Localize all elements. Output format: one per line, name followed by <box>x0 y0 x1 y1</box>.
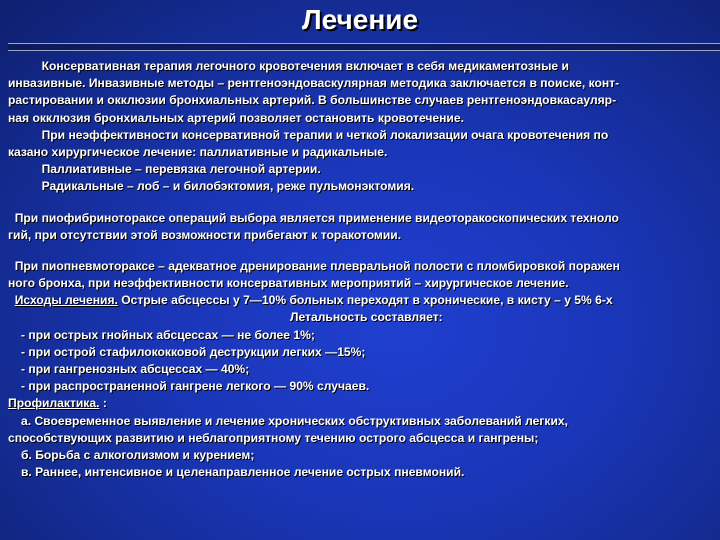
prevention-item: б. Борьба с алкоголизмом и курением; <box>21 447 255 462</box>
mortality-item: - при гангренозных абсцессах — 40%; <box>21 362 250 376</box>
prevention-suffix: : <box>99 396 107 411</box>
text-line: При пиопневмотораксе – адекватное дренирование плевральной полости с пломбировкой поражен <box>8 258 620 273</box>
mortality-item: - при распространенной гангрене легкого — 90% случаев. <box>21 379 370 394</box>
text-line: При пиофибриноторакcе операций выбора является применение видеоторакоскопических техноло <box>8 210 619 225</box>
text-line: ная окклюзия бронхиальных артерий позволяет остановить кровотечение. <box>8 110 464 125</box>
mortality-heading: Летальность составляет: <box>290 310 443 325</box>
paragraph-gap <box>8 196 720 210</box>
paragraph-gap <box>8 244 720 258</box>
text-line: растировании и окклюзии бронхиальных артерий. В большинстве случаев рентгеноэндовкасауляр- <box>8 93 617 108</box>
text-line: казано хирургическое лечение: паллиативные и радикальные. <box>8 144 388 159</box>
text-line: Паллиативные – перевязка легочной артерии. <box>8 162 321 177</box>
prevention-label: Профилактика. <box>8 396 100 411</box>
outcomes-text: Острые абсцессы у 7—10% больных переходят в хронические, в кисту – у 5% 6-х <box>117 293 613 308</box>
outcomes-line <box>8 292 720 309</box>
prevention-heading-line <box>8 395 720 412</box>
slide-title: Лечение <box>301 4 419 35</box>
prevention-item: способствующих развитию и неблагоприятному течению острого абсцесса и гангрены; <box>8 430 539 445</box>
text-line: Радикальные – лоб – и билобэктомия, реже пульмонэктомия. <box>8 179 415 194</box>
text-line: Консервативная терапия легочного кровотечения включает в себя медикаментозные и <box>8 59 569 73</box>
title-divider <box>8 43 720 51</box>
text-line: При неэффективности консервативной терапии и четкой локализации очага кровотечения по <box>8 127 609 142</box>
text-line: инвазивные. Инвазивные методы – рентгеноэндоваскулярная методика заключается в поиске, конт- <box>8 76 620 91</box>
text-line: ного бронха, при неэффективности консервативных мероприятий – хирургическое лечение. <box>8 276 569 291</box>
outcomes-label: Исходы лечения. <box>14 293 118 308</box>
mortality-item: - при острых гнойных абсцессах — не более 1%; <box>21 327 315 342</box>
prevention-item: в. Раннее, интенсивное и целенаправленное лечение острых пневмоний. <box>21 465 465 480</box>
text-line: гий, при отсутствии этой возможности прибегают к торакотомии. <box>8 227 402 242</box>
mortality-item: - при острой стафилококковой деструкции легких —15%; <box>21 344 366 359</box>
prevention-item: а. Своевременное выявление и лечение хронических обструктивных заболеваний легких, <box>21 413 568 428</box>
slide-body <box>8 58 720 481</box>
